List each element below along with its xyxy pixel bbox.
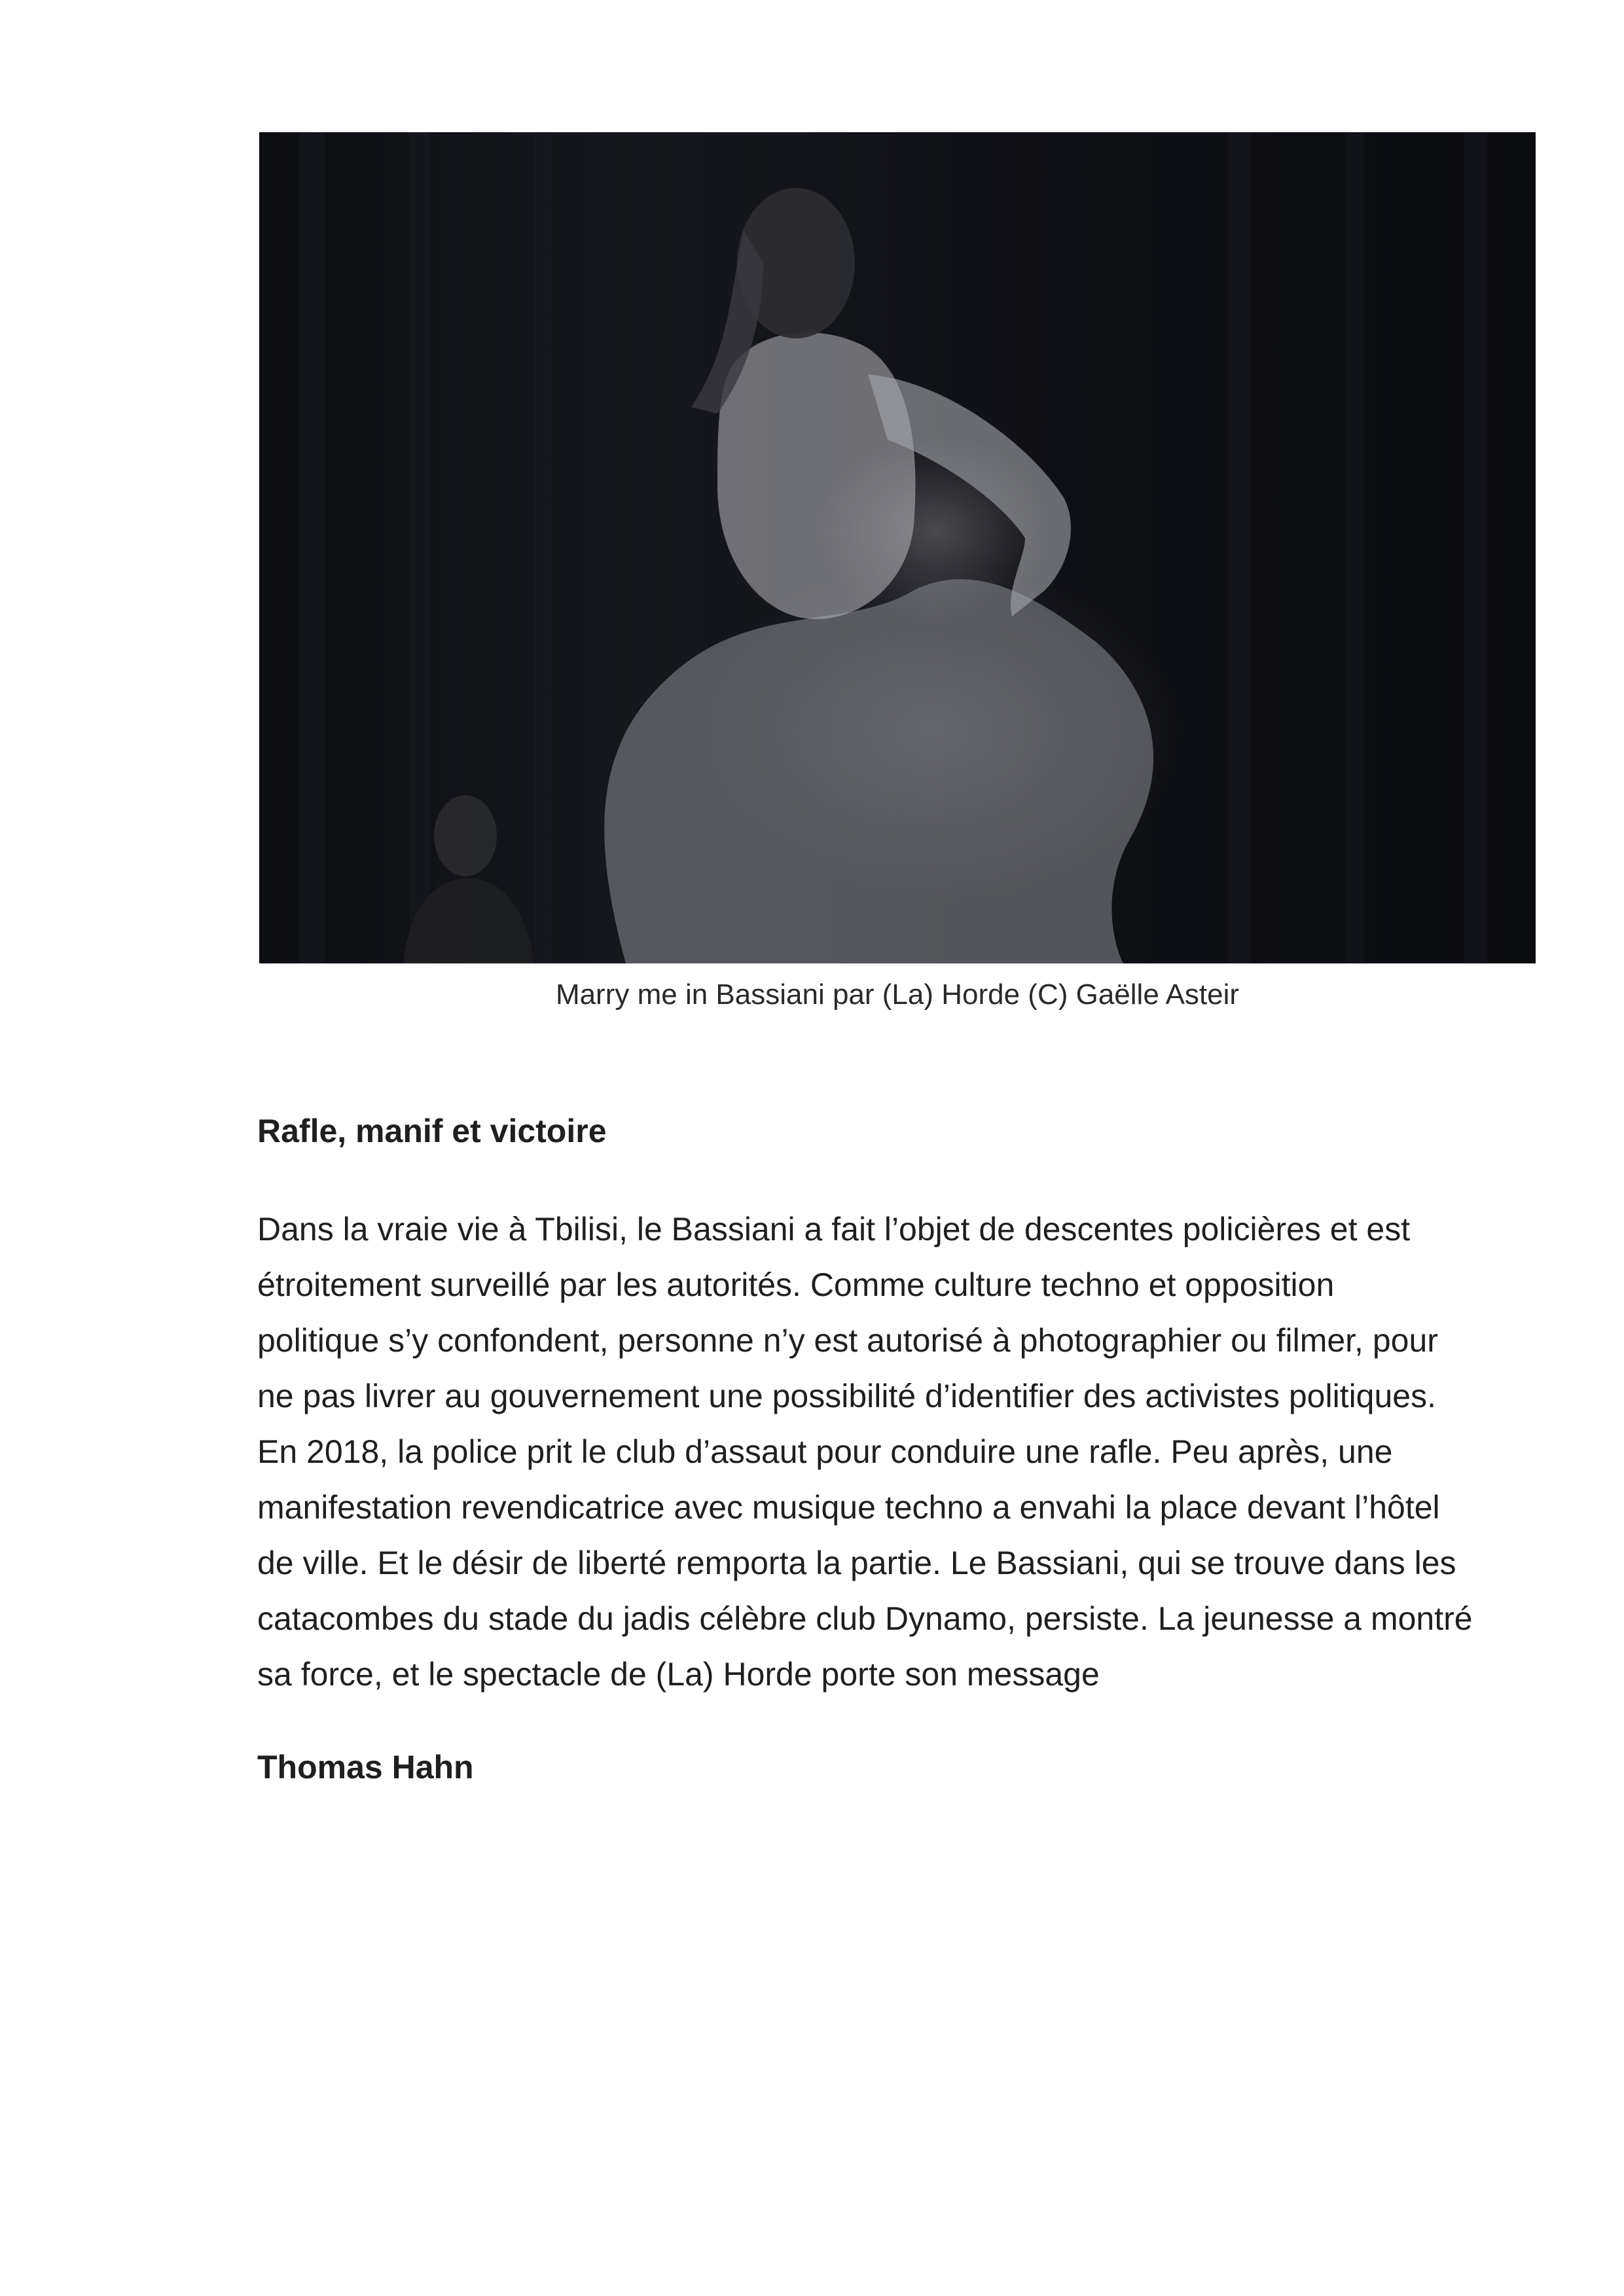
- author-name: Thomas Hahn: [257, 1749, 474, 1785]
- paragraph-line: manifestation revendicatrice avec musique techno a envahi la place devant l’hôtel: [257, 1489, 1440, 1526]
- paragraph-line: politique s’y confondent, personne n’y est autorisé à photographier ou filmer, pour: [257, 1322, 1438, 1359]
- paragraph-line: ne pas livrer au gouvernement une possibilité d’identifier des activistes politiques.: [257, 1378, 1437, 1414]
- paragraph-line: En 2018, la police prit le club d’assaut pour conduire une rafle. Peu après, une: [257, 1433, 1393, 1470]
- article-paragraph: [257, 1202, 1540, 1702]
- paragraph-line: Dans la vraie vie à Tbilisi, le Bassiani a fait l’objet de descentes policières et est: [257, 1211, 1411, 1247]
- paragraph-line: étroitement surveillé par les autorités. Comme culture techno et opposition: [257, 1266, 1335, 1303]
- dancer-photo-icon: [259, 132, 1536, 963]
- paragraph-line: catacombes du stade du jadis célèbre club Dynamo, persiste. La jeunesse a montré: [257, 1600, 1473, 1637]
- article-photo: [259, 132, 1536, 963]
- paragraph-line: sa force, et le spectacle de (La) Horde porte son message: [257, 1656, 1100, 1693]
- paragraph-line: de ville. Et le désir de liberté remporta la partie. Le Bassiani, qui se trouve dans les: [257, 1545, 1456, 1581]
- section-heading: Rafle, manif et victoire: [257, 1113, 607, 1149]
- photo-caption: Marry me in Bassiani par (La) Horde (C) Gaëlle Asteir: [555, 978, 1240, 1011]
